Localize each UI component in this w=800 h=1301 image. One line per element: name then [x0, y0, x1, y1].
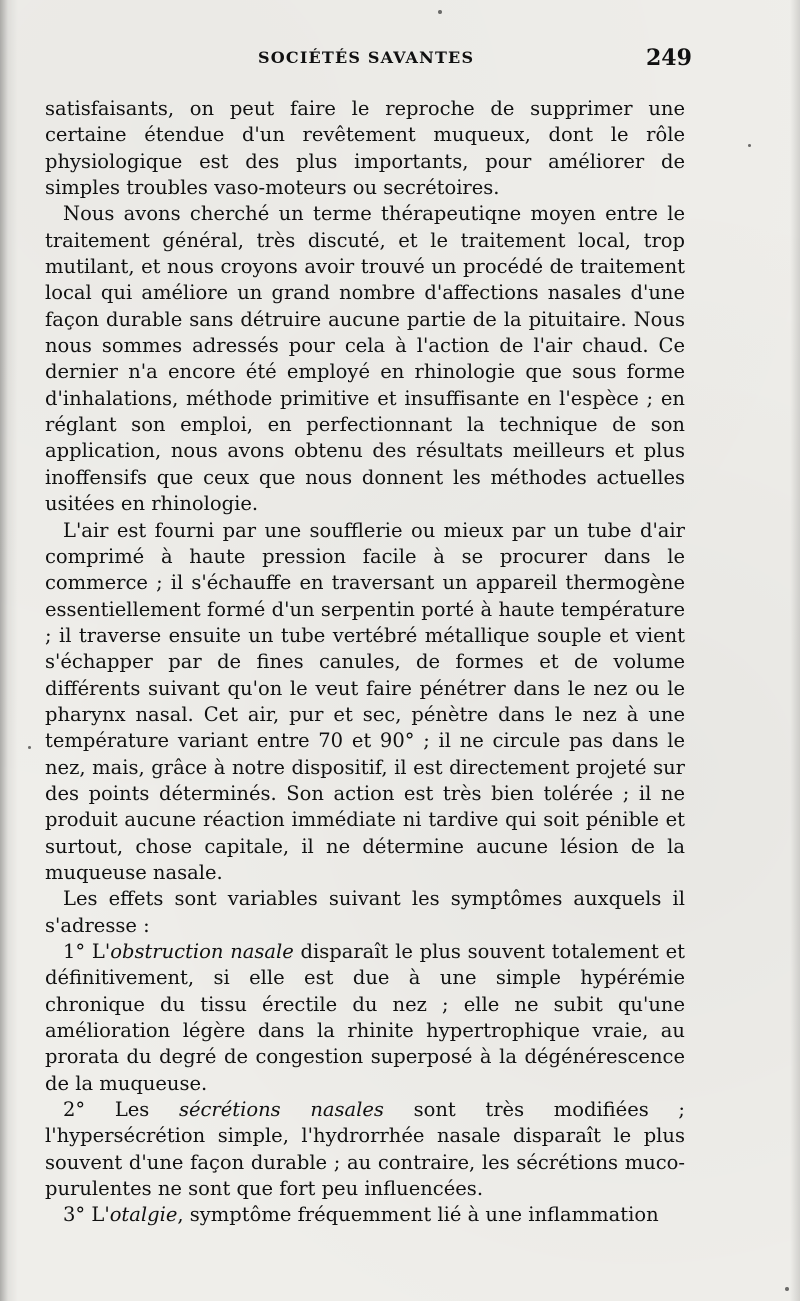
list-item-otalgia — [45, 1202, 685, 1228]
paragraph-method: Nous avons cherché un terme thérapeutiqne moyen entre le traitement général, très discuté, et le traitement local, trop mutilant, et nous croyons avoir trouvé un procédé de traitement local qui améliore un grand nombre d'affections nasales d'une façon durable sans détruire aucune partie de la pituitaire. Nous nous sommes adressés pour cela à l'action de l'air chaud. Ce dernier n'a encore été employé en rhinologie que sous forme d'inhalations, méthode primitive et insuffisante en l'espèce ; en réglant son emploi, en perfectionnant la technique de son application, nous avons obtenu des résultats meilleurs et plus inoffensifs que ceux que nous donnent les méthodes actuelles usitées en rhinologie. — [45, 202, 685, 516]
print-speck — [785, 1287, 789, 1291]
list-item-secretions — [45, 1097, 685, 1202]
page-number: 249 — [646, 45, 692, 71]
page-body — [45, 96, 685, 1229]
print-speck — [28, 746, 31, 749]
list-text: sont très modifiées ; l'hypersécrétion simple, l'hydrorrhée nasale disparaît le plus souvent d'une façon durable ; au contraire, les sécrétions muco-purulentes ne sont que fort peu influencées. — [45, 1098, 685, 1201]
print-speck — [748, 144, 751, 147]
list-prefix: Les — [85, 1098, 179, 1122]
paragraph-apparatus: L'air est fourni par une soufflerie ou mieux par un tube d'air comprimé à haute pression facile à se procurer dans le commerce ; il s'échauffe en traversant un appareil thermogène essentiellement formé d'un serpentin porté à haute température ; il traverse ensuite un tube vertébré métallique souple et vient s'échapper par de fines canules, de formes et de volume différents suivant qu'on le veut faire pénétrer dans le nez ou le pharynx nasal. Cet air, pur et sec, pénètre dans le nez à une température variant entre 70 et 90° ; il ne circule pas dans le nez, mais, grâce à notre dispositif, il est directement projeté sur des points déterminés. Son action est très bien tolérée ; il ne produit aucune réaction immédiate ni tardive qui soit pénible et surtout, chose capitale, il ne détermine aucune lésion de la muqueuse nasale. — [45, 518, 685, 884]
list-text: , symptôme fréquemment lié à une inflammation — [177, 1203, 659, 1227]
paragraph-continuation: satisfaisants, on peut faire le reproche de supprimer une certaine étendue d'un revêtement muqueux, dont le rôle physiologique est des plus importants, pour améliorer de simples troubles vaso-moteurs ou secrétoires. — [45, 97, 685, 200]
page-binding-shadow — [0, 0, 18, 1301]
italic-term: obstruction nasale — [110, 940, 294, 963]
page-header — [0, 45, 800, 76]
italic-term: sécrétions nasales — [178, 1098, 384, 1122]
list-number: 3° — [63, 1203, 86, 1227]
print-speck — [438, 10, 442, 14]
page-edge-shadow — [790, 0, 800, 1301]
paragraph-effects-intro: Les effets sont variables suivant les symptômes auxquels il s'adresse : — [45, 887, 685, 937]
list-prefix: L' — [85, 1203, 110, 1227]
list-item-obstruction — [45, 939, 685, 1097]
running-title: SOCIÉTÉS SAVANTES — [258, 48, 475, 67]
list-text: disparaît le plus souvent totalement et définitivement, si elle est due à une simple hypérémie chronique du tissu érectile du nez ; elle ne subit qu'une amélioration légère dans la rhinite hypertrophique vraie, au prorata du degré de congestion superposé à la dégénérescence de la muqueuse. — [45, 940, 685, 1095]
list-prefix: L' — [85, 940, 111, 963]
italic-term: otalgie — [109, 1203, 178, 1227]
list-number: 2° — [63, 1098, 86, 1122]
list-number: 1° — [63, 940, 86, 963]
